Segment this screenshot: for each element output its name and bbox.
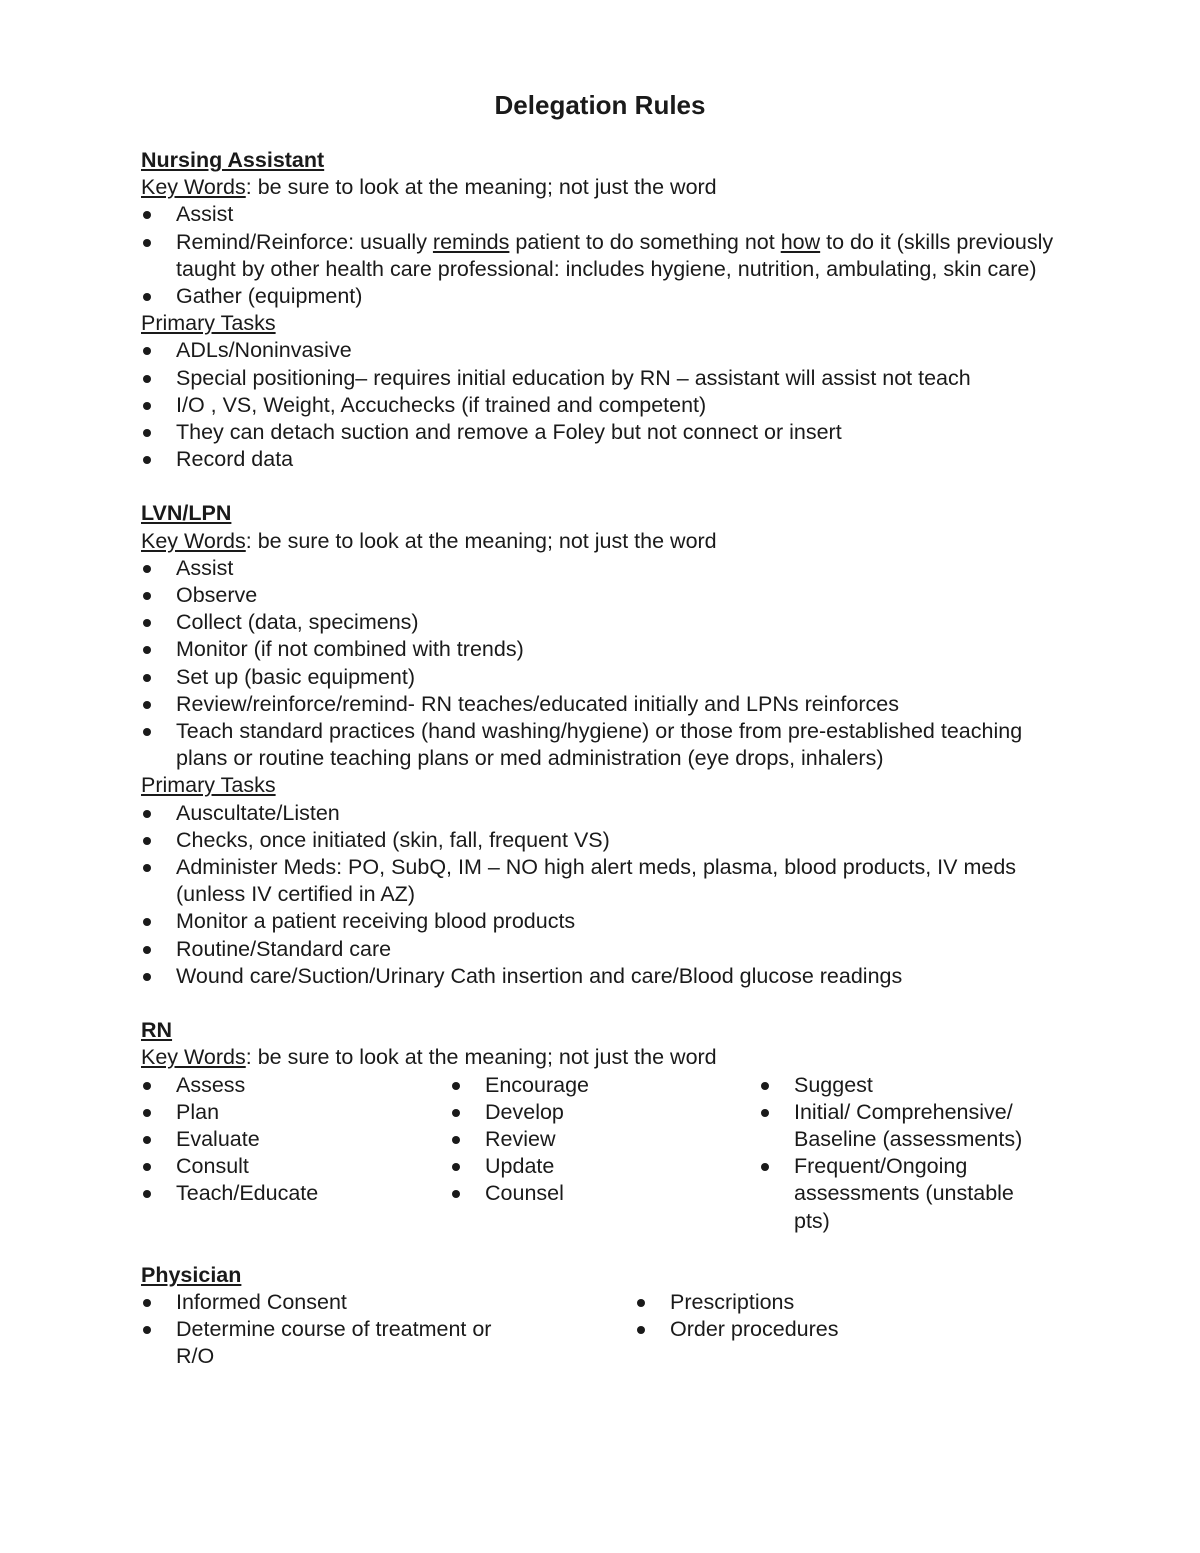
bullet-icon [143, 402, 151, 410]
list-item: Checks, once initiated (skin, fall, frequent VS) [141, 827, 1071, 854]
list-item: Set up (basic equipment) [141, 664, 1071, 691]
key-words-list [141, 555, 1071, 773]
key-words-column-1 [141, 1072, 450, 1235]
key-words-line [141, 1044, 1071, 1071]
list-item: Suggest [759, 1072, 1049, 1099]
bullet-icon [761, 1163, 769, 1171]
list-item: Update [450, 1153, 759, 1180]
list-item: Teach/Educate [141, 1180, 450, 1207]
list-item: Wound care/Suction/Urinary Cath insertion and care/Blood glucose readings [141, 963, 1071, 990]
key-words-line [141, 174, 1071, 201]
list-item: Gather (equipment) [141, 283, 1071, 310]
section-heading: Physician [141, 1262, 242, 1287]
key-words-column-2 [450, 1072, 759, 1235]
bullet-icon [143, 347, 151, 355]
list-item: Informed Consent [141, 1289, 635, 1316]
key-words-line [141, 528, 1071, 555]
bullet-icon [143, 701, 151, 709]
bullet-icon [143, 674, 151, 682]
list-item: Counsel [450, 1180, 759, 1207]
bullet-icon [143, 619, 151, 627]
key-words-label: Key Words [141, 1045, 246, 1070]
bullet-icon [637, 1299, 645, 1307]
list-item: Encourage [450, 1072, 759, 1099]
key-words-note: : be sure to look at the meaning; not just the word [245, 528, 717, 553]
key-words-column-3 [759, 1072, 1049, 1235]
bullet-icon [143, 211, 151, 219]
bullet-icon [143, 429, 151, 437]
bullet-icon [143, 646, 151, 654]
bullet-icon [452, 1109, 460, 1117]
list-item: Initial/ Comprehensive/ Baseline (assessments) [759, 1099, 1049, 1153]
page-title: Delegation Rules [494, 90, 706, 120]
bullet-icon [143, 456, 151, 464]
key-words-note: : be sure to look at the meaning; not just the word [245, 1045, 717, 1070]
section-nursing-assistant [141, 147, 1071, 473]
list-item: They can detach suction and remove a Foley but not connect or insert [141, 419, 1071, 446]
bullet-icon [143, 837, 151, 845]
list-item: I/O , VS, Weight, Accuchecks (if trained and competent) [141, 392, 1071, 419]
list-item: Teach standard practices (hand washing/hygiene) or those from pre-established teaching plans or routine teaching plans or med administration (eye drops, inhalers) [141, 718, 1071, 772]
bullet-icon [143, 918, 151, 926]
bullet-icon [452, 1082, 460, 1090]
primary-tasks-label: Primary Tasks [141, 773, 276, 798]
bullet-icon [143, 946, 151, 954]
bullet-icon [452, 1136, 460, 1144]
list-item: Assist [141, 201, 1071, 228]
document-body [141, 147, 1071, 1371]
list-item: Record data [141, 446, 1071, 473]
list-item: Remind/Reinforce: usually reminds patient to do something not how to do it (skills previously taught by other health care professional: includes hygiene, nutrition, ambulating, skin care) [141, 229, 1071, 283]
bullet-icon [143, 810, 151, 818]
bullet-icon [143, 1326, 151, 1334]
list-item: Monitor (if not combined with trends) [141, 636, 1071, 663]
list-item: Plan [141, 1099, 450, 1126]
bullet-icon [143, 1163, 151, 1171]
key-words-label: Key Words [141, 175, 246, 200]
bullet-icon [143, 728, 151, 736]
bullet-icon [143, 1109, 151, 1117]
list-item: Evaluate [141, 1126, 450, 1153]
key-words-label: Key Words [141, 528, 246, 553]
list-item: Collect (data, specimens) [141, 609, 1071, 636]
bullet-icon [143, 375, 151, 383]
key-words-note: : be sure to look at the meaning; not just the word [245, 175, 717, 200]
list-item: Observe [141, 582, 1071, 609]
bullet-icon [143, 1082, 151, 1090]
bullet-icon [637, 1326, 645, 1334]
list-item: Frequent/Ongoing assessments (unstable pts) [759, 1153, 1049, 1235]
section-heading: LVN/LPN [141, 501, 232, 526]
primary-tasks-list [141, 337, 1071, 473]
section-heading: RN [141, 1018, 173, 1043]
physician-column-1 [141, 1289, 635, 1371]
section-rn [141, 1017, 1071, 1235]
bullet-icon [143, 1190, 151, 1198]
list-item: Review/reinforce/remind- RN teaches/educated initially and LPNs reinforces [141, 691, 1071, 718]
list-item: Routine/Standard care [141, 936, 1071, 963]
bullet-icon [143, 1299, 151, 1307]
bullet-icon [143, 864, 151, 872]
key-words-list [141, 201, 1071, 310]
list-item: Administer Meds: PO, SubQ, IM – NO high alert meds, plasma, blood products, IV meds (unless IV certified in AZ) [141, 854, 1071, 908]
bullet-icon [761, 1109, 769, 1117]
bullet-icon [143, 239, 151, 247]
bullet-icon [143, 565, 151, 573]
list-item: Prescriptions [635, 1289, 1020, 1316]
section-physician [141, 1262, 1071, 1371]
bullet-icon [761, 1082, 769, 1090]
bullet-icon [143, 293, 151, 301]
section-lvn-lpn [141, 500, 1071, 990]
list-item: Auscultate/Listen [141, 800, 1071, 827]
primary-tasks-list [141, 800, 1071, 990]
section-spacer [141, 990, 1071, 1017]
list-item: Review [450, 1126, 759, 1153]
key-words-columns [141, 1072, 1071, 1235]
bullet-icon [143, 973, 151, 981]
section-spacer [141, 1235, 1071, 1262]
section-spacer [141, 473, 1071, 500]
list-item: ADLs/Noninvasive [141, 337, 1071, 364]
list-item: Special positioning– requires initial education by RN – assistant will assist not teach [141, 365, 1071, 392]
list-item: Assist [141, 555, 1071, 582]
list-item: Monitor a patient receiving blood products [141, 908, 1071, 935]
primary-tasks-label: Primary Tasks [141, 311, 276, 336]
physician-columns [141, 1289, 1071, 1371]
list-item: Develop [450, 1099, 759, 1126]
list-item: Determine course of treatment or R/O [141, 1316, 528, 1370]
list-item: Assess [141, 1072, 450, 1099]
bullet-icon [452, 1190, 460, 1198]
physician-column-2 [635, 1289, 1020, 1371]
section-heading: Nursing Assistant [141, 148, 325, 172]
bullet-icon [143, 1136, 151, 1144]
list-item: Order procedures [635, 1316, 1020, 1343]
bullet-icon [452, 1163, 460, 1171]
list-item: Consult [141, 1153, 450, 1180]
bullet-icon [143, 592, 151, 600]
